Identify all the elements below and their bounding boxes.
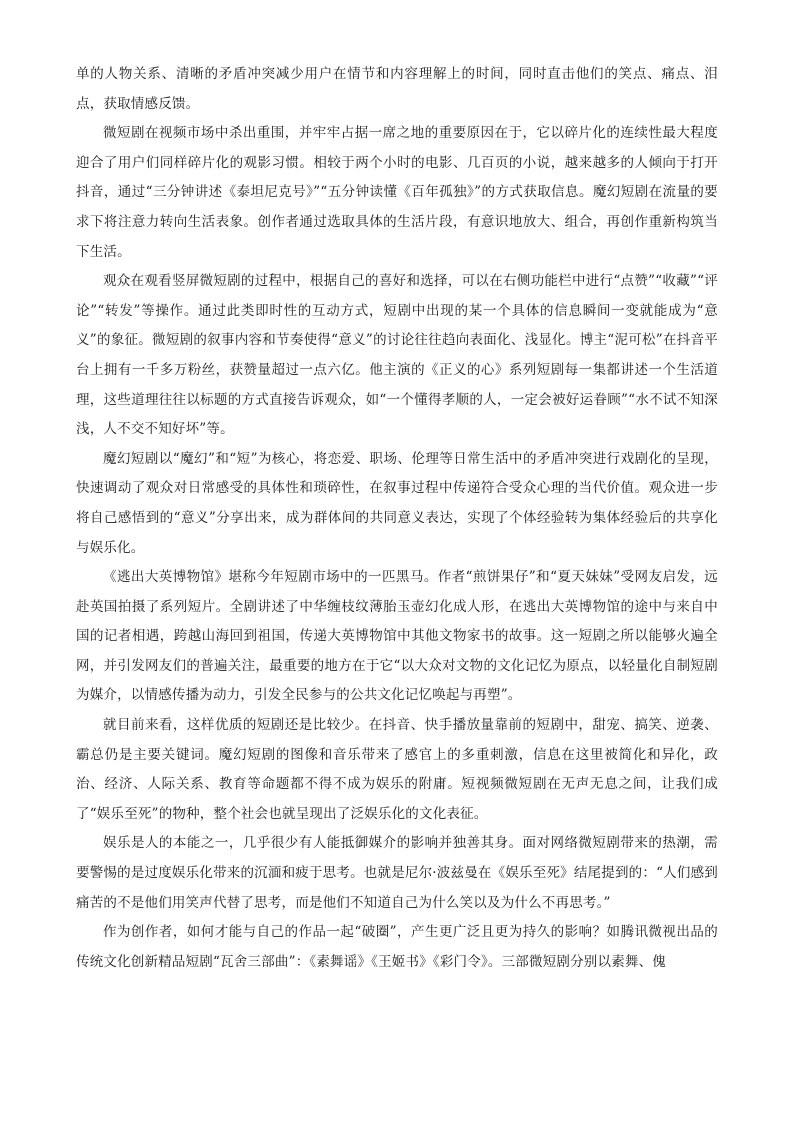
document-body [76, 60, 718, 977]
paragraph: 微短剧在视频市场中杀出重围，并牢牢占据一席之地的重要原因在于，它以碎片化的连续性最大程度迎合了用户们同样碎片化的观影习惯。相较于两个小时的电影、几百页的小说，越来越多的人倾向于打开抖音，通过“三分钟讲述《泰坦尼克号》”“五分钟读懂《百年孤独》”的方式获取信息。魔幻短剧在流量的要求下将注意力转向生活表象。创作者通过选取具体的生活片段，有意识地放大、组合，再创作重新构筑当下生活。 [76, 125, 718, 260]
paragraph: 就目前来看，这样优质的短剧还是比较少。在抖音、快手播放量靠前的短剧中，甜宠、搞笑、逆袭、霸总仍是主要关键词。魔幻短剧的图像和音乐带来了感官上的多重刺激，信息在这里被简化和异化，政治、经济、人际关系、教育等命题都不得不成为娱乐的附庸。短视频微短剧在无声无息之间，让我们成了“娱乐至死”的物种，整个社会也就呈现出了泛娱乐化的文化表征。 [76, 717, 718, 822]
paragraph: 魔幻短剧以“魔幻”和“短”为核心，将恋爱、职场、伦理等日常生活中的矛盾冲突进行戏剧化的呈现，快速调动了观众对日常感受的具体性和琐碎性，在叙事过程中传递符合受众心理的当代价值。观众进一步将自己感悟到的“意义”分享出来，成为群体间的共同意义表达，实现了个体经验转为集体经验后的共享化与娱乐化。 [76, 450, 718, 556]
paragraph-continuation: 单的人物关系、清晰的矛盾冲突减少用户在情节和内容理解上的时间，同时直击他们的笑点、痛点、泪点，获取情感反馈。 [76, 66, 718, 112]
paragraph: 《逃出大英博物馆》堪称今年短剧市场中的一匹黑马。作者“煎饼果仔”和“夏天妹妹”受网友启发，远赴英国拍摄了系列短片。全剧讲述了中华缠枝纹薄胎玉壶幻化成人形，在逃出大英博物馆的途中与来自中国的记者相遇，跨越山海回到祖国，传递大英博物馆中其他文物家书的故事。这一短剧之所以能够火遍全网，并引发网友们的普遍关注，最重要的地方在于它“以大众对文物的文化记忆为原点，以轻量化自制短剧为媒介，以情感传播为动力，引发全民参与的公共文化记忆唤起与再塑”。 [76, 569, 718, 704]
paragraph: 观众在观看竖屏微短剧的过程中，根据自己的喜好和选择，可以在右侧功能栏中进行“点赞”“收藏”“评论”“转发”等操作。通过此类即时性的互动方式，短剧中出现的某一个具体的信息瞬间一变就能成为“意义”的象征。微短剧的叙事内容和节奏使得“意义”的讨论往往趋向表面化、浅显化。博主“泥可松”在抖音平台上拥有一千多万粉丝，获赞量超过一点六亿。他主演的《正义的心》系列短剧每一集都讲述一个生活道理，这些道理往往以标题的方式直接告诉观众，如“一个懂得孝顺的人，一定会被好运眷顾”“水不试不知深浅，人不交不知好坏”等。 [76, 273, 718, 438]
paragraph: 娱乐是人的本能之一，几乎很少有人能抵御媒介的影响并独善其身。面对网络微短剧带来的热潮，需要警惕的是过度娱乐化带来的沉湎和疲于思考。也就是尼尔·波兹曼在《娱乐至死》结尾提到的：“人们感到痛苦的不是他们用笑声代替了思考，而是他们不知道自己为什么笑以及为什么不再思考。” [76, 835, 718, 911]
paragraph: 作为创作者，如何才能与自己的作品一起“破圈”，产生更广泛且更为持久的影响？如腾讯微视出品的传统文化创新精品短剧“瓦舍三部曲”：《素舞谣》《王姬书》《彩门令》。三部微短剧分别以素舞、傀 [76, 924, 718, 970]
